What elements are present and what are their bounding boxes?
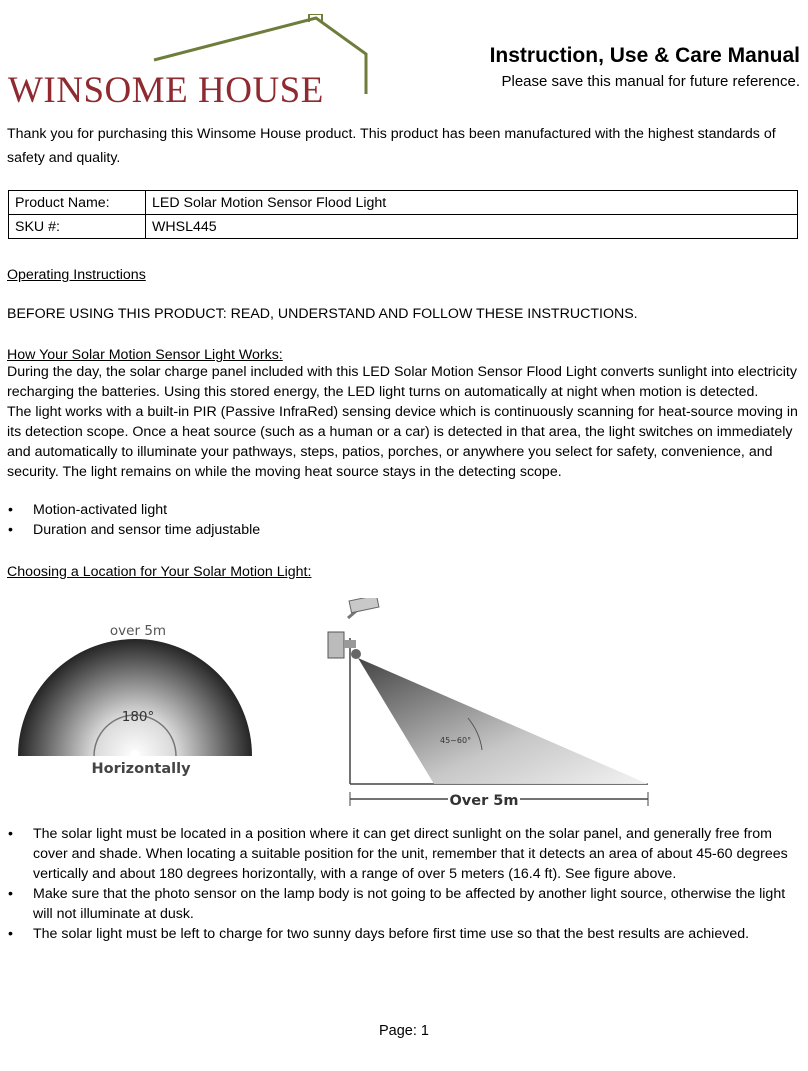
table-row <box>9 191 798 215</box>
bullet-icon: • <box>8 886 13 902</box>
location-list <box>7 824 798 944</box>
how-heading: How Your Solar Motion Sensor Light Works: <box>7 347 283 363</box>
range-label: over 5m <box>109 623 167 639</box>
bullet-icon: • <box>8 826 13 842</box>
brand-name: WINSOME HOUSE <box>8 70 324 111</box>
list-item: • The solar light must be located in a position where it can get direct sunlight on the solar panel, and generally free from cover and shade. When locating a suitable position for the unit, remember that it detects an area of about 45-60 degrees vertically and about 180 degrees horizontally, with a range of over 5 meters (16.4 ft). See figure above. <box>8 826 788 882</box>
page-number: Page: 1 <box>379 1023 429 1039</box>
product-name-label: Product Name: <box>9 191 146 215</box>
how-body <box>7 362 798 482</box>
sku-label: SKU #: <box>9 215 146 239</box>
bullet-icon: • <box>8 926 13 942</box>
distance-caption: Over 5m <box>449 793 519 809</box>
warning-text: BEFORE USING THIS PRODUCT: READ, UNDERSTAND AND FOLLOW THESE INSTRUCTIONS. <box>7 306 638 322</box>
angle-label: 180° <box>121 709 155 725</box>
brand-logo <box>4 14 374 111</box>
horizontal-caption: Horizontally <box>91 761 191 777</box>
operating-heading: Operating Instructions <box>7 267 146 283</box>
product-info-table <box>8 190 798 239</box>
list-item: • Make sure that the photo sensor on the lamp body is not going to be affected by another light source, otherwise the light will not illuminate at dusk. <box>8 886 786 922</box>
list-item: • The solar light must be left to charge for two sunny days before first time use so that the best results are achieved. <box>8 926 750 942</box>
table-row <box>9 215 798 239</box>
manual-subtitle: Please save this manual for future reference. <box>501 73 800 90</box>
bullet-icon: • <box>8 522 13 538</box>
how-paragraph-2: The light works with a built-in PIR (Passive InfraRed) sensing device which is continuously scanning for heat-source moving in its detection scope. Once a heat source (such as a human or a car) is detected in that area, the light switches on immediately and automatically to illuminate your pathways, steps, patios, porches, or anywhere you select for safety, convenience, and security. The light remains on while the moving heat source stays in the detecting scope. <box>7 404 798 480</box>
feature-list <box>7 500 798 540</box>
vertical-detection-figure <box>322 598 658 812</box>
how-paragraph-1: During the day, the solar charge panel included with this LED Solar Motion Sensor Flood Light converts sunlight into electricity recharging the batteries. Using this stored energy, the LED light turns on automatically at night when motion is detected. <box>7 364 797 400</box>
bullet-icon: • <box>8 502 13 518</box>
location-heading: Choosing a Location for Your Solar Motion Light: <box>7 564 312 580</box>
horizontal-detection-figure <box>14 616 260 786</box>
list-item: • Duration and sensor time adjustable <box>8 522 261 538</box>
intro-text: Thank you for purchasing this Winsome House product. This product has been manufactured with the highest standards of safety and quality. <box>7 126 776 166</box>
list-item: • Motion-activated light <box>8 502 168 518</box>
vertical-angle-label: 45~60° <box>440 736 472 745</box>
sku-value: WHSL445 <box>146 215 798 239</box>
product-name-value: LED Solar Motion Sensor Flood Light <box>146 191 798 215</box>
manual-title: Instruction, Use & Care Manual <box>489 44 800 67</box>
lamp-icon <box>328 598 379 659</box>
